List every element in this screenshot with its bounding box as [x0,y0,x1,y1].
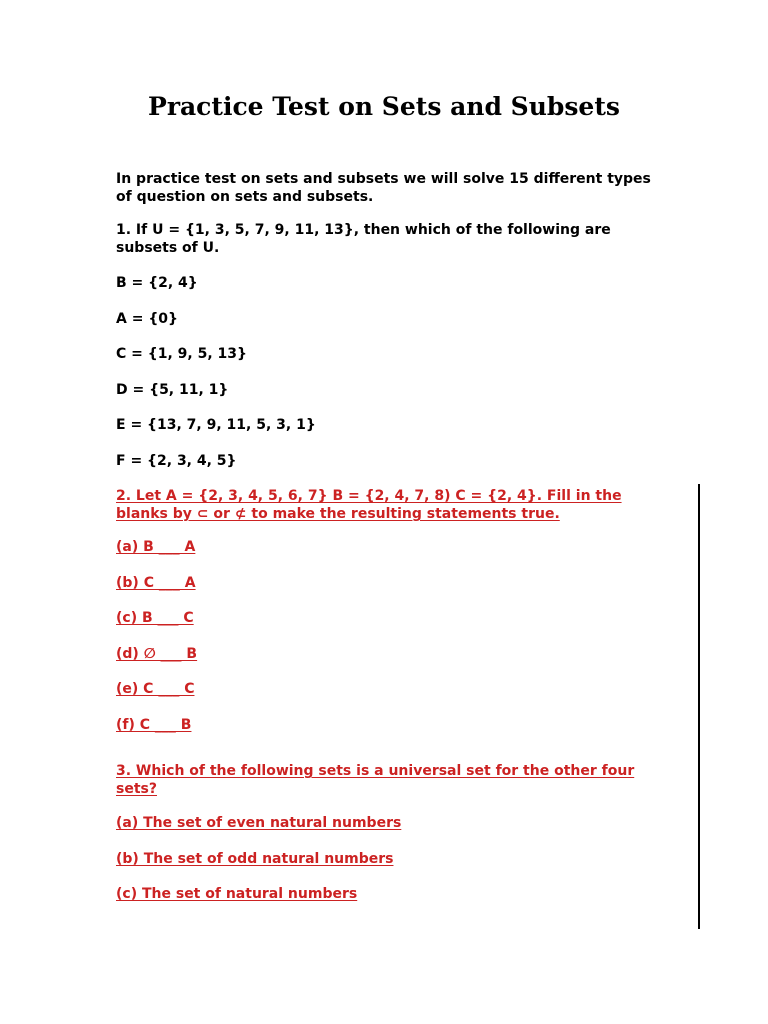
q3-option-c[interactable]: (c) The set of natural numbers [116,886,358,902]
q2-option-a[interactable]: (a) B ___ A [116,539,196,555]
q1-set-f: F = {2, 3, 4, 5} [116,452,237,469]
document-body [116,170,661,921]
q2-option-b[interactable]: (b) C ___ A [116,574,196,591]
margin-rule [698,484,700,929]
q2-option-d[interactable]: (d) ∅ ___ B [116,645,198,662]
q2-option-e[interactable]: (e) C ___ C [116,681,195,697]
q1-set-c: C = {1, 9, 5, 13} [116,346,247,362]
q1-set-e: E = {13, 7, 9, 11, 5, 3, 1} [116,417,316,433]
q1-set-b: B = {2, 4} [116,275,198,291]
question-1: 1. If U = {1, 3, 5, 7, 9, 11, 13}, then which of the following are subsets of U. [116,222,611,256]
q1-set-a: A = {0} [116,310,178,327]
q2-option-f[interactable]: (f) C ___ B [116,716,192,733]
question-2[interactable]: 2. Let A = {2, 3, 4, 5, 6, 7} B = {2, 4, 7, 8) C = {2, 4}. Fill in the blanks by ⊂ or ⊄ to make the resulting statements true. [116,488,622,522]
q1-set-d: D = {5, 11, 1} [116,381,229,398]
intro-paragraph: In practice test on sets and subsets we will solve 15 different types of question on sets and subsets. [116,171,651,205]
q3-option-b[interactable]: (b) The set of odd natural numbers [116,850,394,867]
question-3[interactable]: 3. Which of the following sets is a universal set for the other four sets? [116,763,635,797]
q2-option-c[interactable]: (c) B ___ C [116,610,194,626]
q3-option-a[interactable]: (a) The set of even natural numbers [116,815,402,831]
page-title: Practice Test on Sets and Subsets [148,92,620,121]
